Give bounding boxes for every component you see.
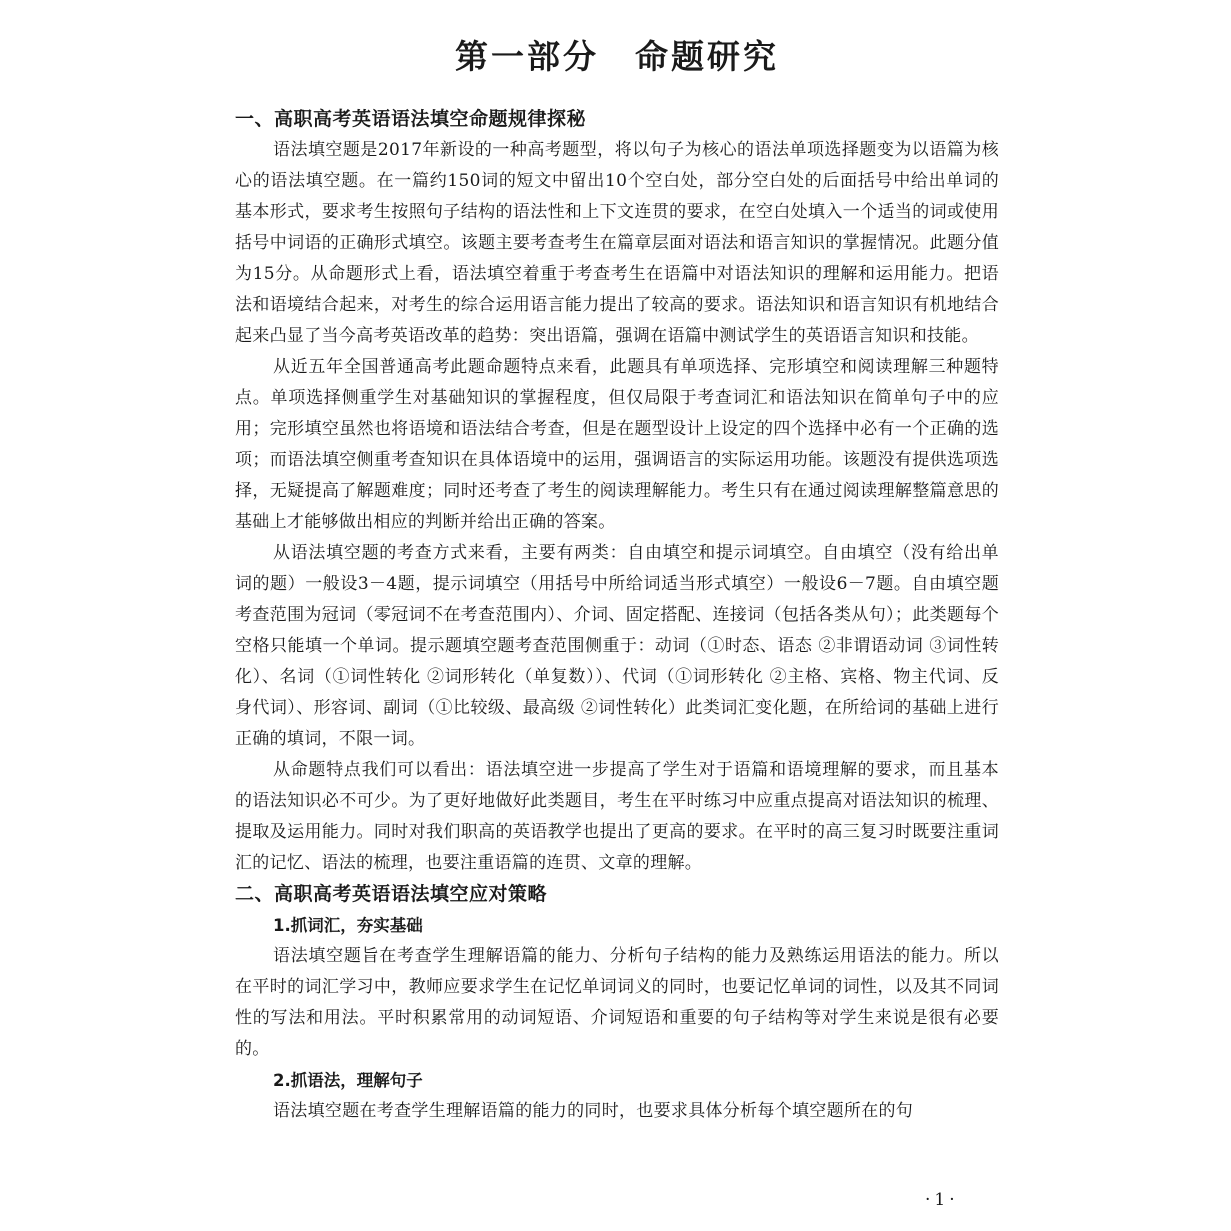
subsection-1-paragraph: 语法填空题旨在考查学生理解语篇的能力、分析句子结构的能力及熟练运用语法的能力。所以在平时的词汇学习中，教师应要求学生在记忆单词词义的同时，也要记忆单词的词性，以及其不同词性的写法和用法。平时积累常用的动词短语、介词短语和重要的句子结构等对学生来说是很有必要的。 [235, 946, 999, 1059]
section-2-heading: 二、高职高考英语语法填空应对策略 [235, 883, 548, 905]
section-1-paragraph-3: 从语法填空题的考查方式来看，主要有两类：自由填空和提示词填空。自由填空（没有给出单词的题）一般设3－4题，提示词填空（用括号中所给词适当形式填空）一般设6－7题。自由填空题考查范围为冠词（零冠词不在考查范围内）、介词、固定搭配、连接词（包括各类从句）；此类题每个空格只能填一个单词。提示题填空题考查范围侧重于：动词（①时态、语态 ②非谓语动词 ③词性转化）、名词（①词性转化 ②词形转化（单复数））、代词（①词形转化 ②主格、宾格、物主代词、反身代词）、形容词、副词（①比较级、最高级 ②词性转化）此类词汇变化题，在所给词的基础上进行正确的填词，不限一词。 [235, 543, 999, 749]
page-number: ·1· [925, 1190, 959, 1210]
section-1-paragraph-1: 语法填空题是2017年新设的一种高考题型，将以句子为核心的语法单项选择题变为以语篇为核心的语法填空题。在一篇约150词的短文中留出10个空白处，部分空白处的后面括号中给出单词的基本形式，要求考生按照句子结构的语法性和上下文连贯的要求，在空白处填入一个适当的词或使用括号中词语的正确形式填空。该题主要考查考生在篇章层面对语法和语言知识的掌握情况。此题分值为15分。从命题形式上看，语法填空着重于考查考生在语篇中对语法知识的理解和运用能力。把语法和语境结合起来，对考生的综合运用语言能力提出了较高的要求。语法知识和语言知识有机地结合起来凸显了当今高考英语改革的趋势：突出语篇，强调在语篇中测试学生的英语语言知识和技能。 [235, 140, 999, 346]
subsection-1-heading: 1.抓词汇，夯实基础 [273, 916, 423, 935]
section-1 [235, 104, 999, 879]
subsection-2-heading: 2.抓语法，理解句子 [273, 1071, 423, 1090]
section-1-heading: 一、高职高考英语语法填空命题规律探秘 [235, 108, 587, 130]
part-title: 第一部分 命题研究 [455, 37, 779, 76]
section-2 [235, 879, 999, 1127]
document-page [235, 34, 999, 1127]
section-1-paragraph-2: 从近五年全国普通高考此题命题特点来看，此题具有单项选择、完形填空和阅读理解三种题特点。单项选择侧重学生对基础知识的掌握程度，但仅局限于考查词汇和语法知识在简单句子中的应用；完形填空虽然也将语境和语法结合考查，但是在题型设计上设定的四个选择中必有一个正确的选项；而语法填空侧重考查知识在具体语境中的运用，强调语言的实际运用功能。该题没有提供选项选择，无疑提高了解题难度；同时还考查了考生的阅读理解能力。考生只有在通过阅读理解整篇意思的基础上才能够做出相应的判断并给出正确的答案。 [235, 357, 999, 532]
subsection-2-paragraph: 语法填空题在考查学生理解语篇的能力的同时，也要求具体分析每个填空题所在的句 [273, 1101, 914, 1121]
section-1-paragraph-4: 从命题特点我们可以看出：语法填空进一步提高了学生对于语篇和语境理解的要求，而且基本的语法知识必不可少。为了更好地做好此类题目，考生在平时练习中应重点提高对语法知识的梳理、提取及运用能力。同时对我们职高的英语教学也提出了更高的要求。在平时的高三复习时既要注重词汇的记忆、语法的梳理，也要注重语篇的连贯、文章的理解。 [235, 760, 999, 873]
